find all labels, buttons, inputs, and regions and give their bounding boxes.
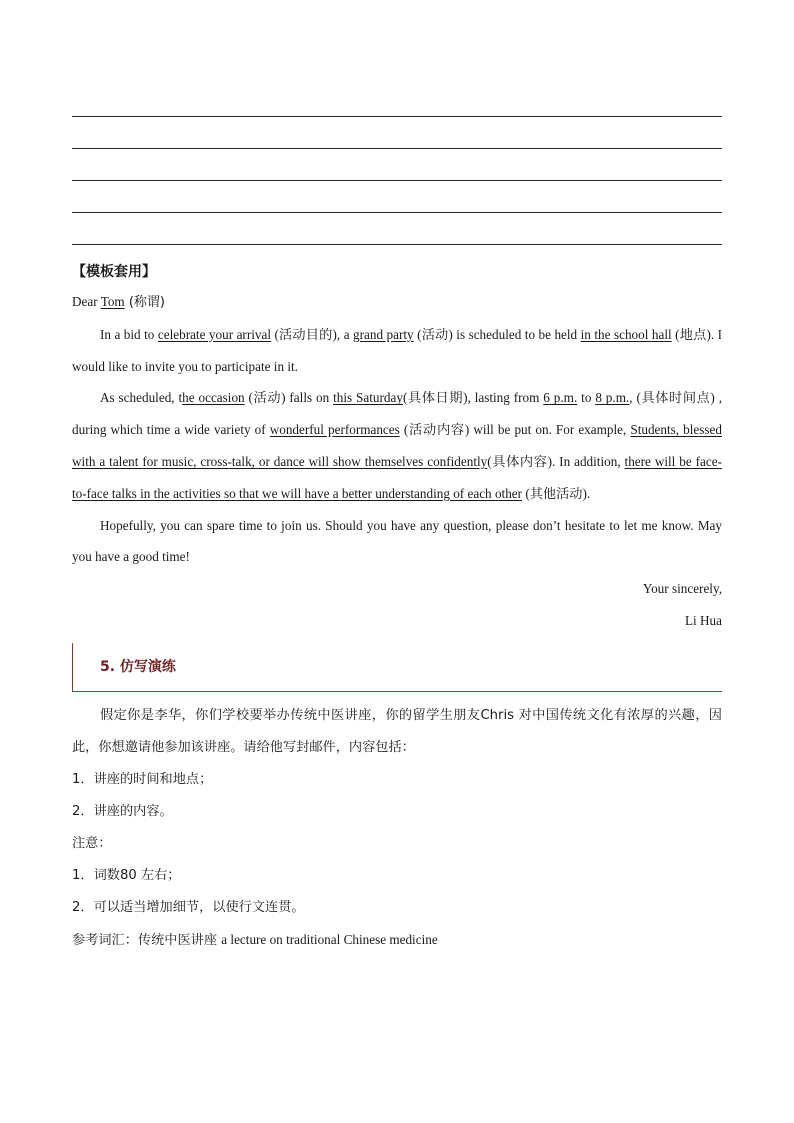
signature: Li Hua <box>685 612 722 628</box>
answer-line <box>72 224 722 256</box>
vocab-line <box>72 924 722 957</box>
task-block <box>72 700 722 957</box>
paragraph-2: As scheduled, the occasion (活动) falls on this Saturday(具体日期), lasting from 6 p.m. to 8 p.m., (具体时间点) , during which time a wide variety of wonderful performances (活动内容) will be put on. For example, Students, blessed with a talent for music, cross-talk, or dance will show themselves confidently(具体内容). In addition, there will be face-to-face talks in the activities so that we will have a better understanding of each other (其他活动). <box>72 390 722 501</box>
task-prompt: 假定你是李华，你们学校要举办传统中医讲座，你的留学生朋友Chris 对中国传统文化有浓厚的兴趣，因此，你想邀请他参加该讲座。请给他写封邮件，内容包括： <box>72 707 722 755</box>
underlined-phrase: 6 p.m. <box>543 390 578 406</box>
vocab-label: 参考词汇：传统中医讲座 <box>72 932 222 948</box>
underlined-phrase: he occasion <box>182 390 245 406</box>
closing: Your sincerely, <box>642 581 722 597</box>
note-item: 2．可以适当增加细节，以使行文连贯。 <box>72 899 305 915</box>
underlined-phrase: this Saturday <box>333 390 403 406</box>
paragraph-3: Hopefully, you can spare time to join us. Should you have any question, please don’t hesitate to let me know. May you have a good time! <box>72 517 722 565</box>
section-5-header <box>72 643 722 692</box>
underlined-phrase: in the school hall <box>580 326 672 342</box>
task-item: 2．讲座的内容。 <box>72 803 173 819</box>
answer-line <box>72 96 722 128</box>
answer-line <box>72 192 722 224</box>
task-item: 1．讲座的时间和地点； <box>72 771 213 787</box>
answer-lines <box>72 96 722 256</box>
salutation: Dear Tom (称谓) <box>72 294 165 310</box>
answer-line <box>72 128 722 160</box>
underlined-phrase: celebrate your arrival <box>157 326 271 342</box>
vocab-value: a lecture on traditional Chinese medicine <box>221 931 438 947</box>
underlined-phrase: 8 p.m. <box>595 390 630 406</box>
template-heading: 【模板套用】 <box>72 264 156 280</box>
document-page <box>72 96 722 957</box>
section-5-title: 5. 仿写演练 <box>100 658 176 675</box>
underlined-phrase: there will be face-to-face talks in the activities so that we will have a better understanding of each other <box>72 453 722 501</box>
underlined-phrase: grand party <box>353 326 414 342</box>
notes-label: 注意： <box>72 835 112 851</box>
underlined-phrase: wonderful performances <box>269 422 400 438</box>
underlined-phrase: Students, blessed with a talent for music, cross-talk, or dance will show themselves confidently <box>72 422 722 469</box>
note-item: 1．词数80 左右； <box>72 867 181 883</box>
paragraph-1: In a bid to celebrate your arrival (活动目的), a grand party (活动) is scheduled to be held in the school hall (地点). I would like to invite you to participate in it. <box>72 326 723 374</box>
answer-line <box>72 160 722 192</box>
salutation-name: Tom <box>100 294 125 309</box>
